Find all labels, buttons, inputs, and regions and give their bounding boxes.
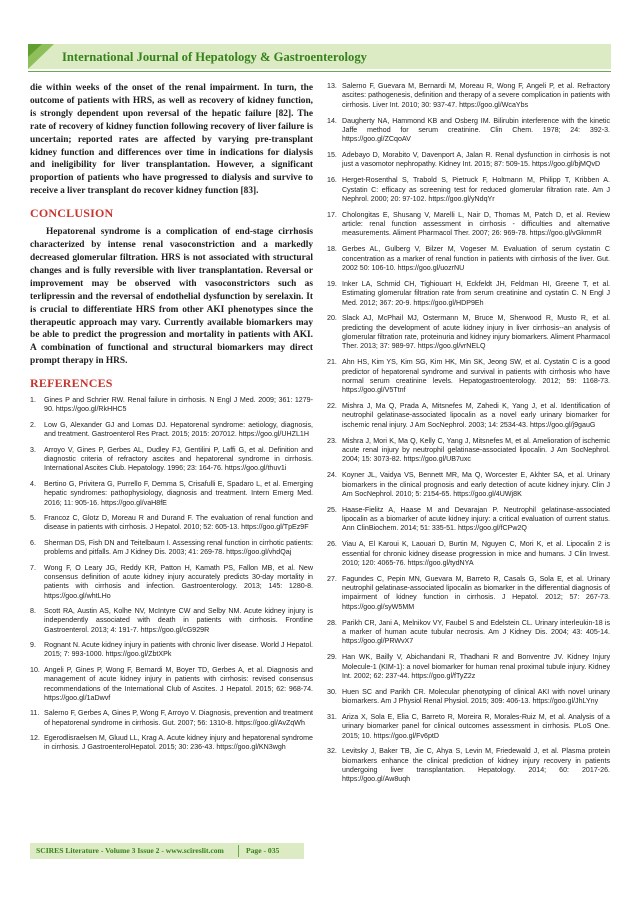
reference-list-right (327, 82, 610, 785)
reference-item (327, 211, 610, 239)
reference-list-left (30, 396, 313, 753)
reference-text: Gerbes AL, Gulberg V, Bilzer M, Vogeser M. Evaluation of serum cystatin C concentration as a marker of renal function in patients with cirrhosis of the liver. Gut. 2002 50: 106-10. https://goo.gl/uozrNU (342, 245, 610, 272)
reference-text: Slack AJ, McPhail MJ, Ostermann M, Bruce M, Sherwood R, Musto R, et al. predicting the development of acute kidney injury in liver cirrhosis--an analysis of glomerular filtration rate, proteinuria and kidney injury biomarkers. Aliment Pharmacol Ther. 2013; 37: 989-97. https://goo.gl/vrNELQ (342, 314, 610, 351)
reference-item (30, 396, 313, 415)
reference-number: 25. (327, 505, 337, 514)
reference-text: Scott RA, Austin AS, Kolhe NV, McIntyre CW and Selby NM. Acute kidney injury is independently associated with death in patients with cirrhosis. Frontline Gastroenterol. 2013; 4: 191-7. https://goo.gl/cG929R (44, 606, 313, 634)
reference-number: 23. (327, 436, 337, 445)
reference-text: Levitsky J, Baker TB, Jie C, Ahya S, Levin M, Friedewald J, et al. Plasma protein biomarkers enhance the clinical prediction of kidney injury recovery in patients undergoing liver transplantation. Hepatology. 2014; 60: 2017-26. https://goo.gl/Aw8uqh (342, 747, 610, 784)
reference-text: Bertino G, Privitera G, Purrello F, Demma S, Crisafulli E, Spadaro L, et al. Emerging hepatic syndromes: pathophysiology, diagnosis and treatment. Intern Emerg Med. 2016; 11: 905-16. https://goo.gl/vaH8fE (44, 479, 313, 507)
reference-text: Fagundes C, Pepin MN, Guevara M, Barreto R, Casals G, Sola E, et al. Urinary neutrophil gelatinase-associated lipocalin as biomarker in the differential diagnosis of impairment of kidney function in cirrhosis. J Hepatol. 2012; 57: 267-73. https://goo.gl/syW5MM (342, 574, 610, 611)
reference-number: 21. (327, 358, 337, 367)
reference-item (327, 437, 610, 465)
reference-number: 13. (327, 82, 337, 90)
reference-text: Gines P and Schrier RW. Renal failure in cirrhosis. N Engl J Med. 2009; 361: 1279-90. https://goo.gl/RkHHC5 (44, 396, 313, 414)
header-divider (28, 71, 611, 72)
reference-text: Herget-Rosenthal S, Trabold S, Pietruck F, Holtmann M, Philipp T, Kribben A. Cystatin C: efficacy as screening test for reduced glomerular filtration rate. Am J Nephrol. 2000; 20: 97-102. https://goo.gl/yNdqYr (342, 176, 610, 203)
reference-item (30, 666, 313, 703)
reference-number: 16. (327, 176, 337, 185)
reference-text: Salerno F, Guevara M, Bernardi M, Moreau R, Wong F, Angeli P, et al. Refractory ascites: pathogenesis, definition and therapy of a severe complication in patients with cirrhosis. Liver Int. 2010; 30: 937-47. https://goo.gl/WcaYbs (342, 82, 610, 109)
reference-number: 14. (327, 116, 337, 125)
reference-number: 18. (327, 245, 337, 254)
reference-text: Egerodlisraelsen M, Gluud LL, Krag A. Acute kidney injury and hepatorenal syndrome in cirrhosis. J GastroenterolHepatol. 2015; 30: 236-43. https://goo.gl/KN3wgh (44, 734, 313, 752)
reference-item (327, 747, 610, 784)
reference-item (327, 619, 610, 647)
reference-text: Viau A, El Karoui K, Laouari D, Burtin M, Nguyen C, Mori K, et al. Lipocalin 2 is essential for chronic kidney disease progression in mice and humans. J Clin Invest. 2010; 120: 4065-76. https://goo.gl/tydNYA (342, 540, 610, 567)
reference-item (30, 734, 313, 753)
reference-number: 20. (327, 314, 337, 323)
reference-text: Sherman DS, Fish DN and Teitelbaum I. Assessing renal function in cirrhotic patients: problems and pitfalls. Am J Kidney Dis. 2003; 41: 269-78. https://goo.gl/vhdQaj (44, 538, 313, 557)
reference-number: 9. (30, 641, 36, 650)
reference-number: 4. (30, 479, 36, 488)
reference-text: Haase-Fielitz A, Haase M and Devarajan P. Neutrophil gelatinase-associated lipocalin as a biomarker of acute kidney injury: a critical evaluation of current status. Ann ClinBiochem. 2014; 51: 335-51. https://goo.gl/fCPw2Q (342, 505, 610, 533)
reference-text: Koyner JL, Vaidya VS, Bennett MR, Ma Q, Worcester E, Akhter SA, et al. Urinary biomarkers in the clinical prognosis and early detection of acute kidney injury. Clin J Am SocNephrol. 2010; 5: 2154-65. https://goo.gl/4UWj8K (342, 471, 610, 498)
reference-item (30, 641, 313, 660)
reference-number: 17. (327, 210, 337, 219)
reference-number: 8. (30, 606, 36, 615)
reference-number: 15. (327, 151, 337, 160)
reference-item (30, 607, 313, 635)
reference-item (30, 709, 313, 728)
reference-text: Adebayo D, Morabito V, Davenport A, Jalan R. Renal dysfunction in cirrhosis is not just a vasomotor nephropathy. Kidney Int. 2015; 87: 509-15. https://goo.gl/bjMQvD (342, 151, 610, 169)
reference-number: 7. (30, 563, 36, 572)
reference-number: 29. (327, 653, 337, 662)
reference-text: Low G, Alexander GJ and Lomas DJ. Hepatorenal syndrome: aetiology, diagnosis, and treatment. Gastroenterol Res Pract. 2015; 2015: 207012. https://goo.gl/UHZL1H (44, 420, 313, 439)
reference-item (30, 539, 313, 558)
reference-item (327, 82, 610, 110)
reference-item (30, 514, 313, 533)
reference-text: Arroyo V, Gines P, Gerbes AL, Dudley FJ, Gentilini P, Laffi G, et al. Definition and diagnostic criteria of refractory ascites and hepatorenal syndrome in cirrhosis. International Ascites Club. Hepatology. 1996; 23: 164-76. https://goo.gl/thuv1i (44, 445, 313, 473)
page-number: Page - 035 (246, 846, 280, 855)
reference-number: 24. (327, 471, 337, 480)
reference-text: Wong F, O Leary JG, Reddy KR, Patton H, Kamath PS, Fallon MB, et al. New consensus definition of acute kidney injury accurately predicts 30-day mortality in patients with cirrhosis and infection. Gastroenterology. 2013; 145: 1280-8. https://goo.gl/whtLHo (44, 563, 313, 600)
reference-item (30, 564, 313, 601)
reference-text: Mishra J, Ma Q, Prada A, Mitsnefes M, Zahedi K, Yang J, et al. Identification of neutrophil gelatinase-associated lipocalin as a novel early urinary biomarker for ischemic renal injury. J Am SocNephrol. 2003; 14: 2534-43. https://goo.gl/j9gauG (342, 402, 610, 429)
reference-text: Angeli P, Gines P, Wong F, Bernardi M, Boyer TD, Gerbes A, et al. Diagnosis and management of acute kidney injury in patients with cirrhosis: revised consensus recommendations of the International Club of Ascites. J Hepatol. 2015; 62: 968-74. https://goo.gl/1aDwvf (44, 665, 313, 702)
reference-number: 5. (30, 513, 36, 522)
reference-text: Francoz C, Glotz D, Moreau R and Durand F. The evaluation of renal function and disease in patients with cirrhosis. J Hepatol. 2010; 52: 605-13. https://goo.gl/TpEz9F (44, 513, 313, 532)
reference-item (327, 402, 610, 430)
reference-number: 2. (30, 420, 36, 429)
reference-item (327, 280, 610, 308)
reference-item (327, 688, 610, 707)
reference-item (327, 151, 610, 170)
reference-text: Inker LA, Schmid CH, Tighiouart H, Eckfeldt JH, Feldman HI, Greene T, et al. Estimating glomerular filtration rate from serum creatinine and cystatin C. N Engl J Med. 2012; 367: 20-9. https://goo.gl/HDP9Eh (342, 279, 610, 307)
reference-item (327, 358, 610, 395)
journal-title: International Journal of Hepatology & Gastroenterology (62, 50, 367, 64)
reference-text: Huen SC and Parikh CR. Molecular phenotyping of clinical AKI with novel urinary biomarkers. Am J Physiol Renal Physiol. 2015; 309: 406-13. https://goo.gl/JhLYny (342, 687, 610, 706)
reference-item (327, 540, 610, 568)
reference-item (327, 117, 610, 145)
reference-item (327, 575, 610, 612)
reference-number: 22. (327, 402, 337, 411)
reference-item (30, 446, 313, 474)
intro-paragraph: die within weeks of the onset of the renal impairment. In turn, the outcome of patients with HRS, as well as recovery of kidney function, is strongly dependent upon reversal of the hepatic failure [82]. The rate of recovery of kidney function following recovery of liver failure is uncertain; reported rates are affected by varying pre-transplant kidney function and differences over time in indications for dialysis and ineligibility for liver transplantation. However, a significant proportion of patients who have progressed to dialysis and survive to receive a liver transplant do recover kidney function [83]. (30, 83, 313, 197)
reference-number: 32. (327, 747, 337, 756)
reference-number: 30. (327, 687, 337, 696)
reference-item (30, 480, 313, 508)
conclusion-heading: CONCLUSION (30, 206, 114, 221)
references-heading: REFERENCES (30, 376, 113, 391)
reference-item (30, 421, 313, 440)
reference-text: Ahn HS, Kim YS, Kim SG, Kim HK, Min SK, Jeong SW, et al. Cystatin C is a good predictor of hepatorenal syndrome and survival in patients with cirrhosis who have normal serum creatinine levels. Hepatogastroenterology. 2012; 59: 1168-73. https://goo.gl/V5Ttnf (342, 358, 610, 395)
conclusion-paragraph: Hepatorenal syndrome is a complication of end-stage cirrhosis characterized by intense renal vasoconstriction and a markedly decreased glomerular filtration. HRS is not associated with structural changes and is fully reversible with liver transplantation. Reversal or improvement may be observed with vasoconstrictors such as terlipressin and the reversal of endothelial dysfunction by serelaxin. It is crucial to differentiate HRS from other AKI phenotypes since the therapeutic approach may vary. Currently available biomarkers may be able to predict the progression and mortality in patients with AKI. A combination of functional and structural biomarkers may direct prompt therapy in HRS. (30, 227, 313, 367)
reference-number: 11. (30, 709, 40, 718)
reference-number: 19. (327, 279, 337, 288)
reference-text: Parikh CR, Jani A, Melnikov VY, Faubel S and Edelstein CL. Urinary interleukin-18 is a marker of human acute tubular necrosis. Am J Kidney Dis. 2004; 43: 405-14. https://goo.gl/PRWvX7 (342, 618, 610, 646)
reference-item (327, 713, 610, 741)
reference-text: Cholongitas E, Shusang V, Marelli L, Nair D, Thomas M, Patch D, et al. Review article: renal function assessment in cirrhosis - difficulties and alternative measurements. Aliment Pharmacol Ther. 2007; 26: 969-78. https://goo.gl/vGkmmR (342, 210, 610, 238)
reference-text: Mishra J, Mori K, Ma Q, Kelly C, Yang J, Mitsnefes M, et al. Amelioration of ischemic acute renal injury by neutrophil gelatinase-associated lipocalin. J Am SocNephrol. 2004; 15: 3073-82. https://goo.gl/UB7uxc (342, 436, 610, 464)
footer-publisher: SCIRES Literature - Volume 3 Issue 2 - www.scireslit.com (36, 846, 224, 855)
footer-divider (238, 845, 239, 857)
reference-text: Han WK, Bailly V, Abichandani R, Thadhani R and Bonventre JV. Kidney Injury Molecule-1 (KIM-1): a novel biomarker for human renal proximal tubule injury. Kidney Int. 2002; 62: 237-44. https://goo.gl/fTyZ2z (342, 653, 610, 680)
reference-number: 3. (30, 445, 36, 454)
reference-item (327, 314, 610, 351)
reference-item (327, 176, 610, 204)
reference-text: Rognant N. Acute kidney injury in patients with chronic liver disease. World J Hepatol. 2015; 7: 993-1000. https://goo.gl/ZbtXPk (44, 641, 313, 659)
reference-number: 31. (327, 712, 337, 721)
reference-number: 12. (30, 734, 40, 743)
reference-item (327, 471, 610, 499)
reference-item (327, 506, 610, 534)
reference-item (327, 653, 610, 681)
reference-number: 28. (327, 618, 337, 627)
reference-text: Salerno F, Gerbes A, Gines P, Wong F, Arroyo V. Diagnosis, prevention and treatment of hepatorenal syndrome in cirrhosis. Gut. 2007; 56: 1310-8. https://goo.gl/AvZqWh (44, 709, 313, 727)
reference-text: Daugherty NA, Hammond KB and Osberg IM. Bilirubin interference with the kinetic Jaffe method for serum creatinine. Clin Chem. 1978; 24: 392-3. https://goo.gl/ZCqoAV (342, 116, 610, 144)
reference-number: 6. (30, 538, 36, 547)
journal-logo-corner-icon (28, 44, 54, 69)
reference-number: 10. (30, 665, 40, 674)
reference-text: Ariza X, Sola E, Elia C, Barreto R, Moreira R, Morales-Ruiz M, et al. Analysis of a urinary biomarker panel for clinical outcomes assessment in cirrhosis. PLoS One. 2015; 10. https://goo.gl/Fv6ptD (342, 712, 610, 740)
left-column (30, 82, 313, 759)
reference-number: 26. (327, 540, 337, 549)
reference-number: 27. (327, 574, 337, 583)
reference-number: 1. (30, 396, 36, 405)
right-column (327, 82, 610, 791)
reference-item (327, 245, 610, 273)
